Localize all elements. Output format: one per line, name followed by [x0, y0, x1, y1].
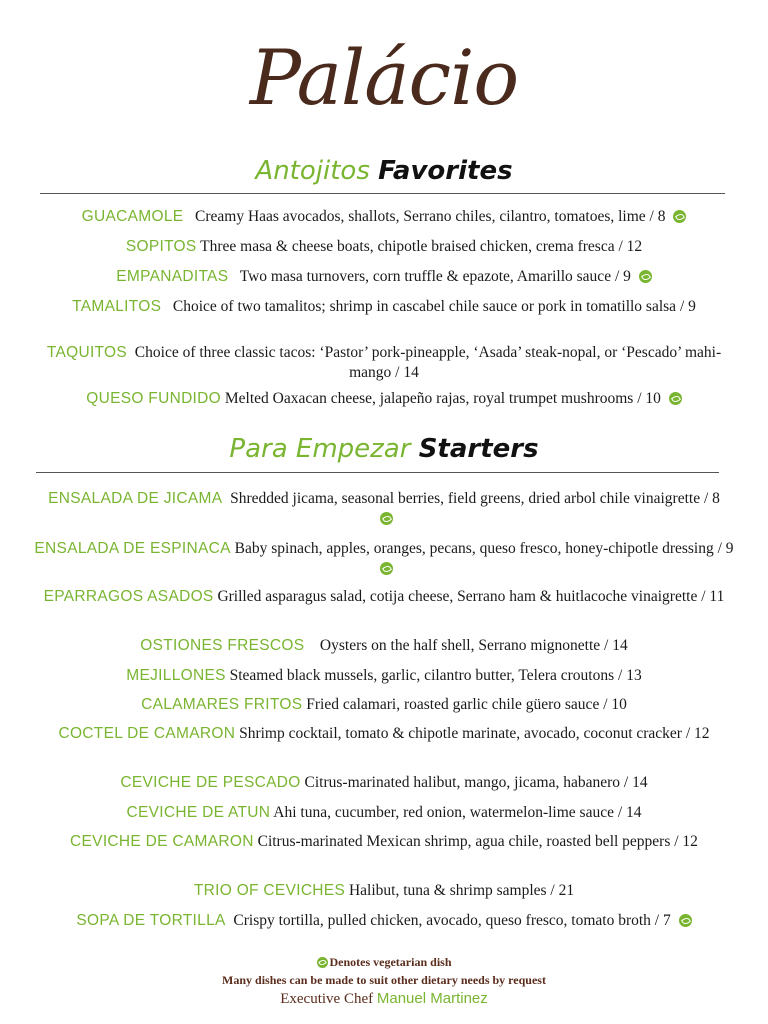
- item-name: ENSALADA DE ESPINACA: [34, 540, 231, 557]
- menu-item: [30, 636, 738, 656]
- vegetarian-note: Denotes vegetarian dish: [329, 955, 452, 969]
- menu-item: [30, 911, 738, 931]
- item-description: Three masa & cheese boats, chipotle braised chicken, crema fresca / 12: [200, 238, 643, 255]
- item-description: Ahi tuna, cucumber, red onion, watermelon-lime sauce / 14: [273, 804, 642, 821]
- menu-item: [40, 489, 728, 528]
- menu-item: [30, 803, 738, 823]
- section-title-antojitos: [0, 158, 768, 184]
- item-description: Oysters on the half shell, Serrano mignonette / 14: [319, 637, 628, 654]
- item-description: Fried calamari, roasted garlic chile güero sauce / 10: [306, 696, 627, 713]
- menu-item: [30, 237, 738, 257]
- item-name: SOPA DE TORTILLA: [76, 912, 226, 929]
- vegetarian-legend: [0, 955, 768, 970]
- item-description: Shrimp cocktail, tomato & chipotle marinate, avocado, coconut cracker / 12: [239, 725, 710, 742]
- leaf-icon: [380, 562, 393, 575]
- item-name: ENSALADA DE JICAMA: [48, 490, 223, 507]
- item-name: EPARRAGOS ASADOS: [43, 588, 214, 605]
- item-description: Citrus-marinated halibut, mango, jicama, habanero / 14: [304, 774, 648, 791]
- leaf-icon: [669, 392, 682, 405]
- menu-item: [30, 881, 738, 901]
- item-description: Choice of two tamalitos; shrimp in cascabel chile sauce or pork in tomatillo salsa / 9: [172, 298, 696, 315]
- item-description: Halibut, tuna & shrimp samples / 21: [348, 882, 575, 899]
- menu-item: [30, 695, 738, 715]
- leaf-icon: [380, 512, 393, 525]
- menu-item: [30, 539, 738, 578]
- item-name: COCTEL DE CAMARON: [58, 725, 236, 742]
- item-name: CEVICHE DE ATUN: [126, 804, 271, 821]
- item-name: TAMALITOS: [72, 298, 162, 315]
- section-title-spanish: Para Empezar: [229, 434, 411, 464]
- section-title-english: Starters: [418, 434, 539, 464]
- menu-item: [30, 773, 738, 793]
- menu-item: [40, 724, 728, 744]
- section-divider: [36, 472, 719, 473]
- menu-item: [60, 832, 708, 852]
- chef-credit: [0, 990, 768, 1008]
- item-name: SOPITOS: [125, 238, 197, 255]
- item-name: GUACAMOLE: [81, 208, 184, 225]
- menu-item: [30, 267, 738, 287]
- item-description: Two masa turnovers, corn truffle & epazote, Amarillo sauce / 9: [239, 268, 631, 285]
- item-name: CEVICHE DE PESCADO: [120, 774, 301, 791]
- item-description: Baby spinach, apples, oranges, pecans, queso fresco, honey-chipotle dressing / 9: [234, 540, 734, 557]
- item-description: Shredded jicama, seasonal berries, field greens, dried arbol chile vinaigrette / 8: [230, 490, 720, 507]
- item-name: OSTIONES FRESCOS: [140, 637, 305, 654]
- item-name: EMPANADITAS: [116, 268, 229, 285]
- menu-item: [40, 343, 728, 382]
- item-description: Creamy Haas avocados, shallots, Serrano chiles, cilantro, tomatoes, lime / 8: [195, 208, 666, 225]
- chef-name: Manuel Martinez: [376, 990, 488, 1007]
- restaurant-logo: Palácio: [249, 33, 519, 122]
- menu-item: [40, 587, 728, 607]
- item-description: Citrus-marinated Mexican shrimp, agua chile, roasted bell peppers / 12: [257, 833, 698, 850]
- menu-item: [30, 666, 738, 686]
- section-title-english: Favorites: [378, 156, 513, 186]
- menu-item: [40, 297, 728, 317]
- item-name: CALAMARES FRITOS: [141, 696, 303, 713]
- menu-item: [30, 389, 738, 409]
- chef-label: Executive Chef: [280, 991, 374, 1007]
- leaf-icon: [317, 957, 328, 968]
- section-divider: [40, 193, 725, 194]
- item-name: TAQUITOS: [46, 344, 128, 361]
- item-name: MEJILLONES: [126, 667, 226, 684]
- leaf-icon: [679, 914, 692, 927]
- item-name: QUESO FUNDIDO: [86, 390, 222, 407]
- item-description: Melted Oaxacan cheese, jalapeño rajas, royal trumpet mushrooms / 10: [224, 390, 661, 407]
- item-description: Choice of three classic tacos: ‘Pastor’ pork-pineapple, ‘Asada’ steak-nopal, or ‘Pescado’ mahi-mango / 14: [134, 344, 722, 381]
- item-name: CEVICHE DE CAMARON: [70, 833, 254, 850]
- item-name: TRIO OF CEVICHES: [193, 882, 346, 899]
- menu-item: [30, 207, 738, 227]
- item-description: Grilled asparagus salad, cotija cheese, Serrano ham & huitlacoche vinaigrette / 11: [217, 588, 725, 605]
- leaf-icon: [639, 270, 652, 283]
- item-description: Steamed black mussels, garlic, cilantro butter, Telera croutons / 13: [229, 667, 642, 684]
- item-description: Crispy tortilla, pulled chicken, avocado, queso fresco, tomato broth / 7: [233, 912, 671, 929]
- leaf-icon: [673, 210, 686, 223]
- dietary-note: Many dishes can be made to suit other dietary needs by request: [222, 973, 546, 987]
- section-title-starters: [0, 436, 768, 462]
- section-title-spanish: Antojitos: [255, 156, 370, 186]
